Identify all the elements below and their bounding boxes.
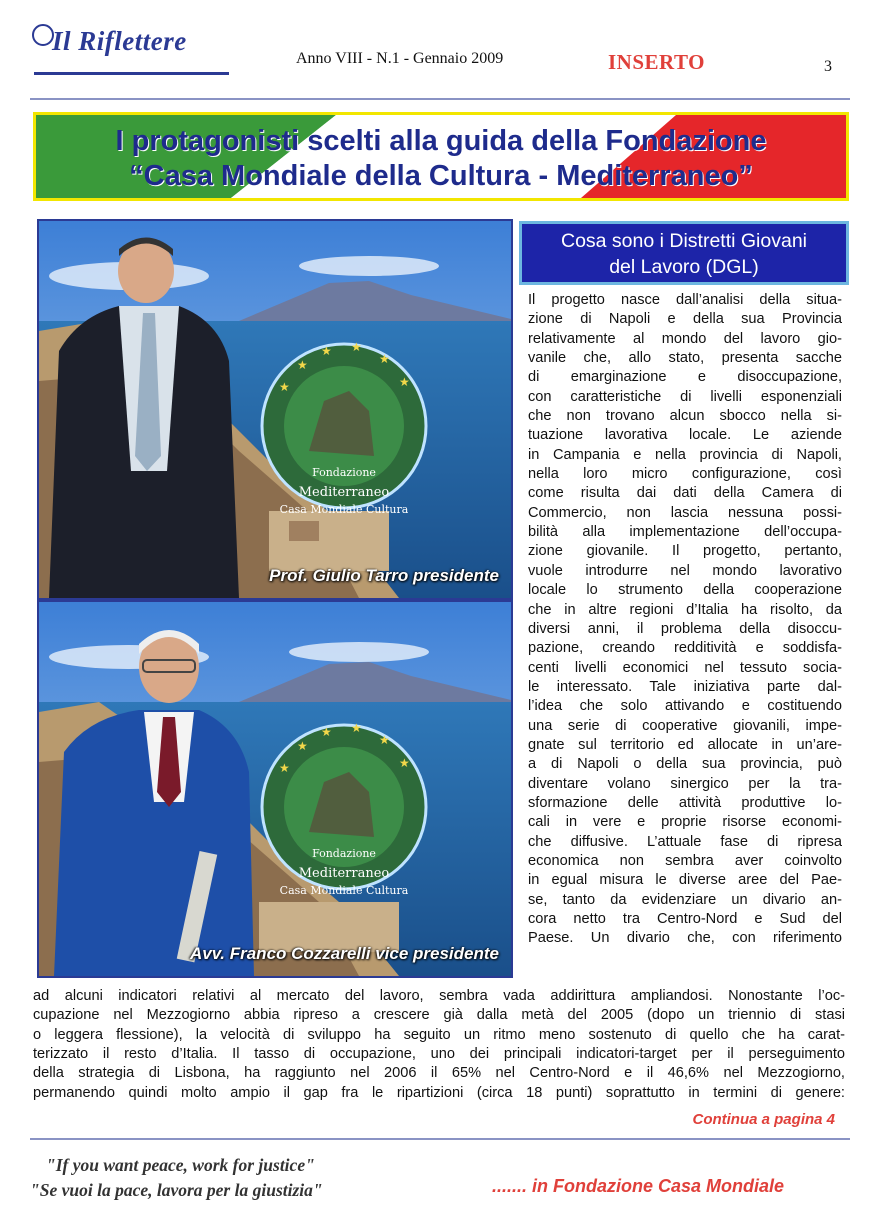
svg-text:★: ★ [351, 721, 362, 735]
section-label: INSERTO [608, 50, 705, 74]
article-line: locale lo strumento della cooperazione [528, 582, 842, 599]
sidebar-heading-box [519, 221, 849, 285]
footer-signoff: ....... in Fondazione Casa Mondiale [492, 1176, 785, 1196]
continued-link[interactable]: Continua a pagina 4 [692, 1111, 835, 1128]
naples-bay-photo [39, 602, 511, 976]
article-line: economica non sembra aver coinvolto [528, 852, 842, 869]
photo-president [37, 219, 513, 600]
article-line: nella loro micro configurazione, così [528, 466, 842, 483]
article-line: ad alcuni indicatori relativi al mercato del lavoro, sembra vada addirittura ampliandosi. Nonostante l’oc- [33, 988, 845, 1004]
article-line: con caratteristiche di livelli esponenziali [528, 388, 842, 405]
title-banner [33, 112, 849, 201]
article-line: che diffusive. L’attuale fase di ripresa [528, 833, 842, 850]
article-line: di emarginazione e disoccupazione, [528, 369, 842, 386]
sidebar-heading-line1: Cosa sono i Distretti Giovani [560, 230, 808, 252]
article-line: Il progetto nasce dall’analisi della situa- [528, 292, 842, 308]
article-line: che in altre regioni d’Italia ha risolto, da [528, 601, 842, 618]
article-line: zione giovanile. Il progetto, pertanto, [528, 543, 842, 560]
page-number: 3 [824, 58, 832, 75]
emblem-text: Mediterraneo [298, 866, 390, 881]
svg-text:★: ★ [321, 725, 332, 739]
emblem-text: Casa Mondiale Cultura [279, 884, 409, 897]
footer-quote-italian: "Se vuoi la pace, lavora per la giustizia" [30, 1180, 323, 1200]
header-divider [30, 98, 850, 100]
article-line: vanile che, allo stato, presenta sacche [528, 350, 842, 367]
article-line: terizzato il resto d’Italia. Il tasso di occupazione, uno dei principali indicatori-target per il perseguimento [33, 1046, 845, 1063]
svg-text:★: ★ [379, 352, 390, 366]
article-line: zione di Napoli e della sua Provincia [528, 311, 842, 328]
article-line: l’idea che solo attivando e costituendo [528, 698, 842, 715]
article-line: se, tanto da evidenziare un divario an- [528, 891, 842, 908]
article-line: pazione, creando redditività e soddisfa- [528, 640, 842, 657]
article-line: diversi anni, il problema della disoccu- [528, 620, 842, 637]
emblem-text: Mediterraneo [298, 485, 390, 500]
article-line: come risulta dai dati della Camera di [528, 485, 842, 502]
article-line: che non trovano alcun sbocco nella si- [528, 408, 842, 425]
naples-bay-photo [39, 221, 511, 598]
article-line: vuole introdurre nel mondo lavorativo [528, 562, 842, 579]
article-column [528, 291, 842, 949]
svg-text:★: ★ [297, 739, 308, 753]
svg-text:★: ★ [321, 344, 332, 358]
svg-text:★: ★ [399, 375, 410, 389]
svg-text:★: ★ [351, 340, 362, 354]
article-line: le interessato. Tale iniziativa parte dal- [528, 678, 842, 695]
article-line: gnate sul territorio ed allocate in un’are- [528, 736, 842, 753]
article-line: cora netto tra Centro-Nord e Sud del [528, 911, 842, 927]
svg-text:★: ★ [279, 380, 290, 394]
article-line: o leggera flessione), la velocità di sviluppo ha seguito un ritmo meno sostenuto di quello che ha carat- [33, 1026, 845, 1043]
emblem-text: Fondazione [312, 847, 376, 860]
emblem-text: Fondazione [312, 466, 376, 479]
svg-text:★: ★ [399, 756, 410, 770]
photo-caption-vice-president: Avv. Franco Cozzarelli vice presidente [190, 944, 499, 963]
photo-vice-president [37, 600, 513, 978]
article-line: centi livelli economici nel tessuto socia- [528, 659, 842, 676]
article-line: in Campania e nella provincia di Napoli, [528, 446, 842, 463]
article-line: cupazione nel Mezzogiorno abbia ripreso a crescere già dalla metà del 2005 (dopo un triennio di stasi [33, 1007, 845, 1024]
footer-quote-english: "If you want peace, work for justice" [46, 1155, 315, 1175]
footer-divider [30, 1138, 850, 1140]
masthead-logo: Il Riflettere [52, 26, 187, 56]
logo-ring-icon [32, 24, 54, 46]
article-line: Paese. Un divario che, con riferimento [528, 930, 842, 947]
banner-title-line2: “Casa Mondiale della Cultura - Mediterraneo” [129, 160, 753, 192]
article-continuation [33, 987, 845, 1103]
article-line: della strategia di Lisbona, ha raggiunto nel 2006 il 65% nel Centro-Nord e il 46,6% nel Mezzogiorno, [33, 1065, 845, 1082]
article-line: bilità alla implementazione dell’occupa- [528, 524, 842, 541]
article-line: a di Napoli o della sua provincia, può [528, 756, 842, 773]
logo-underline [34, 72, 229, 75]
emblem-text: Casa Mondiale Cultura [279, 503, 409, 516]
article-line: in egual misura le diverse aree del Pae- [528, 872, 842, 889]
svg-text:★: ★ [297, 358, 308, 372]
svg-text:★: ★ [279, 761, 290, 775]
article-line: relativamente al mondo del lavoro gio- [528, 330, 842, 347]
sidebar-heading-line2: del Lavoro (DGL) [609, 256, 759, 278]
banner-title-line1: I protagonisti scelti alla guida della Fondazione [115, 125, 767, 157]
article-line: diventare volano sinergico per la tra- [528, 775, 842, 792]
article-line: una serie di cooperative giovanili, impe- [528, 717, 842, 734]
article-line: sformazione delle attività produttive lo- [528, 794, 842, 811]
article-line: tuazione lavorativa locale. Le aziende [528, 427, 842, 444]
svg-text:★: ★ [379, 733, 390, 747]
article-line: Commercio, non lascia nessuna possi- [528, 504, 842, 521]
issue-info: Anno VIII - N.1 - Gennaio 2009 [296, 50, 504, 67]
article-line: cali in vere e proprie risorse economi- [528, 814, 842, 831]
article-line: permanendo quindi molto ampio il gap fra le ripartizioni (circa 18 punti) soprattutto in termini di genere: [33, 1084, 845, 1101]
photo-caption-president: Prof. Giulio Tarro presidente [269, 566, 499, 585]
